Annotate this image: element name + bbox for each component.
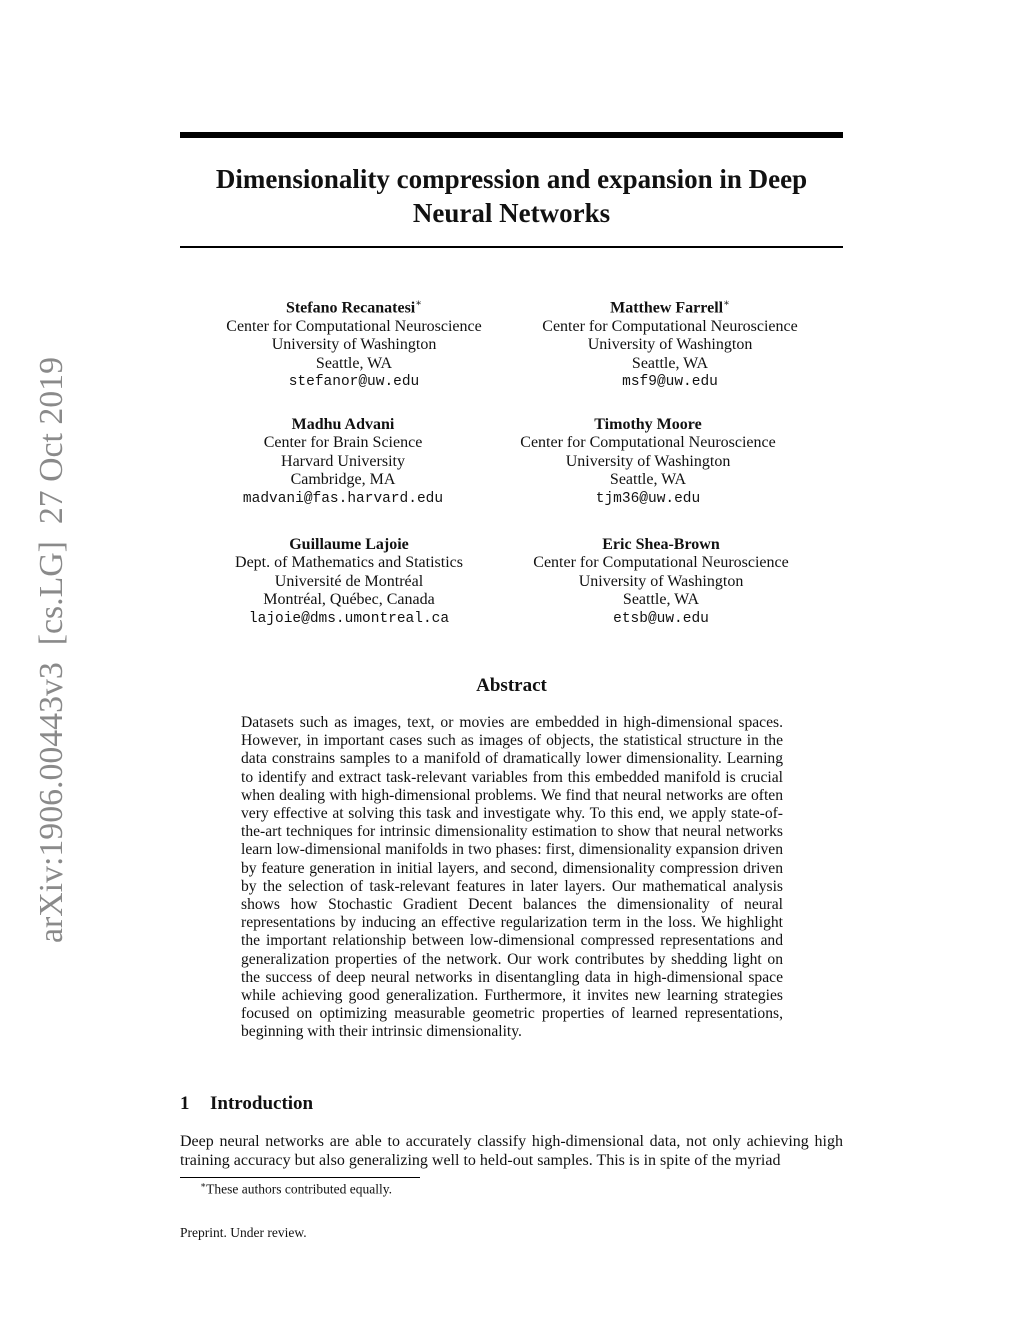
author-name: Timothy Moore: [594, 416, 702, 433]
author-affiliation: Center for Computational Neuroscience: [520, 434, 776, 452]
author-email[interactable]: tjm36@uw.edu: [595, 490, 701, 507]
author-block: [204, 295, 504, 391]
author-name: Stefano Recanatesi: [285, 299, 416, 317]
author-name: Madhu Advani: [291, 416, 395, 433]
abstract-text: Datasets such as images, text, or movies are embedded in high-dimensional spaces. However, in important cases such as images of objects, the statistical structure in the data constrains samples to a manifold of dramatically lower dimensionality. Learning to identify and extract task-relevant variables from this embedded manifold is crucial when dealing with high-dimensional problems. We find that neural networks are often very effective at solving this task and investigate why. To this end, we apply state-of-the-art techniques for intrinsic dimensionality estimation to show that neural networks learn low-dimensional manifolds in two phases: first, dimensionality expansion driven by feature generation in initial layers, and second, dimensionality compression driven by the selection of task-relevant features in later layers. Our mathematical analysis shows how Stochastic Gradient Decent balances the dimensionality of neural representations by inducing an effective regularization term in the loss. We highlight the important relationship between low-dimensional compressed representations and generalization properties of the network. Our work contributes by shedding light on the success of deep neural networks in disentangling data in high-dimensional space while achieving good generalization. Furthermore, it invites new learning strategies focused on optimizing measurable geometric properties of learned representations, beginning with their intrinsic dimensionality.: [241, 714, 783, 1041]
author-block: [199, 536, 499, 628]
author-institution: University of Washington: [565, 452, 731, 470]
author-email[interactable]: stefanor@uw.edu: [288, 373, 420, 390]
section-number: 1: [180, 1093, 190, 1114]
author-affiliation: Center for Computational Neuroscience: [542, 317, 798, 335]
footnote-mark: ∗: [200, 1180, 207, 1190]
author-email[interactable]: etsb@uw.edu: [613, 610, 709, 627]
author-name: Eric Shea-Brown: [602, 536, 720, 553]
author-location: Montréal, Québec, Canada: [263, 591, 435, 609]
footnote-text: These authors contributed equally.: [206, 1181, 392, 1197]
footnote: [200, 1180, 392, 1198]
section-heading: [180, 1093, 313, 1115]
author-name: Guillaume Lajoie: [289, 536, 409, 553]
author-institution: University of Washington: [578, 572, 744, 590]
paper-title: Dimensionality compression and expansion in Deep Neural Networks: [215, 164, 808, 228]
preprint-footer: Preprint. Under review.: [180, 1225, 307, 1240]
title-bottom-rule: [180, 246, 843, 248]
footnote-rule: [180, 1177, 420, 1178]
introduction-text: Deep neural networks are able to accurately classify high-dimensional data, not only achieving high training accuracy but also generalizing well to held-out samples. This is in spite of the myriad: [180, 1133, 843, 1169]
title-top-rule: [180, 132, 843, 138]
author-mark: ∗: [723, 298, 730, 309]
author-block: [193, 416, 493, 508]
author-email[interactable]: msf9@uw.edu: [622, 373, 718, 390]
author-location: Seattle, WA: [631, 354, 709, 372]
author-block: [498, 416, 798, 508]
author-institution: Harvard University: [281, 452, 405, 470]
author-affiliation: Center for Brain Science: [263, 434, 423, 452]
author-location: Seattle, WA: [315, 354, 393, 372]
author-affiliation: Dept. of Mathematics and Statistics: [235, 554, 463, 572]
arxiv-id: arXiv:1906.00443v3 [cs.LG] 27 Oct 2019: [33, 355, 70, 943]
author-block: [520, 295, 820, 391]
author-affiliation: Center for Computational Neuroscience: [533, 554, 789, 572]
author-location: Seattle, WA: [609, 471, 687, 489]
author-location: Cambridge, MA: [290, 471, 396, 489]
section-title: Introduction: [210, 1093, 314, 1114]
author-affiliation: Center for Computational Neuroscience: [226, 317, 482, 335]
author-mark: ∗: [415, 298, 423, 309]
arxiv-stamp: [18, 355, 74, 945]
author-email[interactable]: madvani@fas.harvard.edu: [242, 490, 444, 507]
author-institution: University of Washington: [587, 336, 753, 354]
author-institution: Université de Montréal: [274, 572, 424, 590]
abstract-heading: Abstract: [476, 675, 547, 696]
author-block: [511, 536, 811, 628]
author-email[interactable]: lajoie@dms.umontreal.ca: [248, 610, 450, 627]
author-institution: University of Washington: [271, 336, 437, 354]
author-name: Matthew Farrell: [610, 299, 724, 317]
author-location: Seattle, WA: [622, 591, 700, 609]
